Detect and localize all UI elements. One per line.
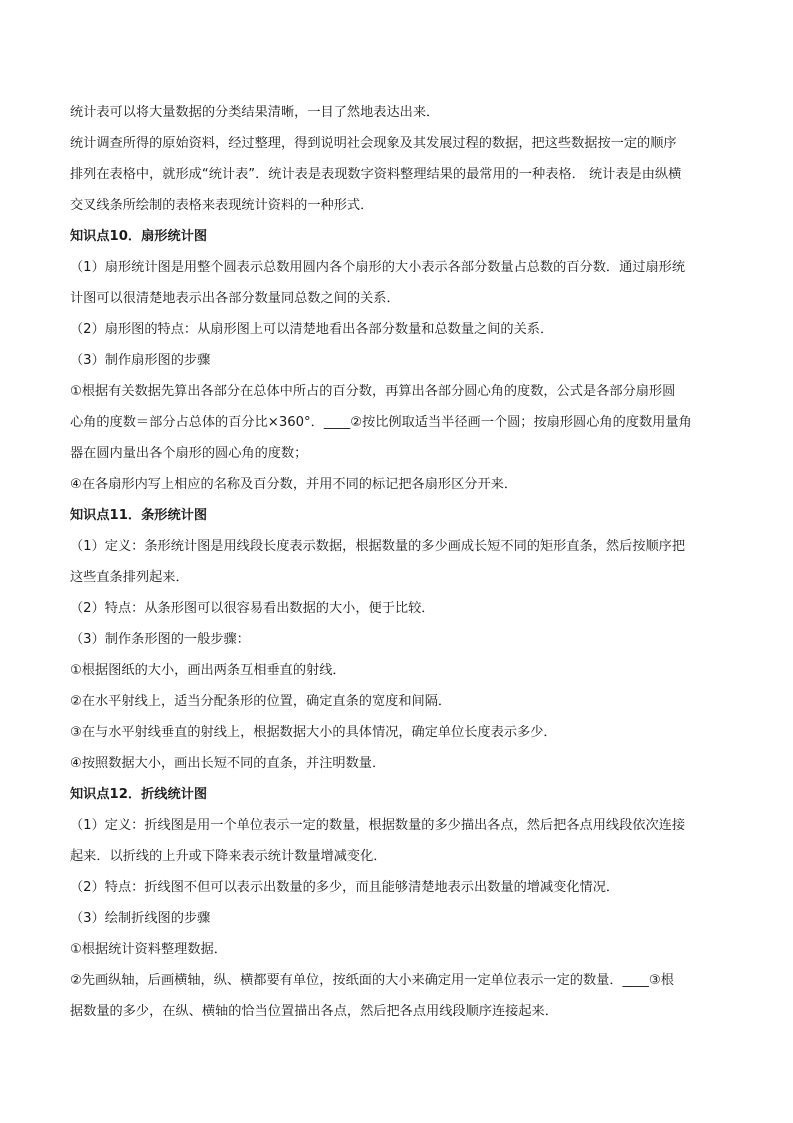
text-line: （3）绘制折线图的步骤: [70, 911, 211, 926]
text-line: （2）特点：折线图不但可以表示出数量的多少，而且能够清楚地表示出数量的增减变化情况．: [70, 880, 620, 895]
text-line: （1）定义：折线图是用一个单位表示一定的数量，根据数量的多少描出各点，然后把各点用线段依次连接: [70, 818, 686, 833]
text-line: （2）特点：从条形图可以很容易看出数据的大小，便于比较．: [70, 601, 435, 616]
text-line: ②先画纵轴，后画横轴，纵、横都要有单位，按纸面的大小来确定用一定单位表示一定的数量．____③根: [70, 973, 674, 988]
text-line-intro-1: 统计表可以将大量数据的分类结果清晰，一目了然地表达出来．: [70, 105, 440, 120]
text-line: 心角的度数＝部分占总体的百分比×360°．____②按比例取适当半径画一个圆；按扇形圆心角的度数用量角: [70, 415, 692, 430]
section-heading-line-chart: 知识点12．折线统计图: [70, 787, 208, 802]
text-line-intro-4: 交叉线条所绘制的表格来表现统计资料的一种形式．: [70, 198, 374, 213]
text-line: （2）扇形图的特点：从扇形图上可以清楚地看出各部分数量和总数量之间的关系．: [70, 322, 554, 337]
text-line: 这些直条排列起来．: [70, 570, 189, 585]
text-line: （1）扇形统计图是用整个圆表示总数用圆内各个扇形的大小表示各部分数量占总数的百分数．通过扇形统: [70, 260, 686, 275]
text-line: 计图可以很清楚地表示出各部分数量同总数之间的关系．: [70, 291, 400, 306]
text-line: ①根据统计资料整理数据．: [70, 942, 227, 957]
text-line: ①根据有关数据先算出各部分在总体中所占的百分数，再算出各部分圆心角的度数，公式是各部分扇形圆: [70, 384, 676, 399]
text-line: ①根据图纸的大小，画出两条互相垂直的射线．: [70, 663, 346, 678]
text-line: （1）定义：条形统计图是用线段长度表示数据，根据数量的多少画成长短不同的矩形直条，然后按顺序把: [70, 539, 686, 554]
section-heading-pie-chart: 知识点10．扇形统计图: [70, 229, 208, 244]
text-line-intro-2: 统计调查所得的原始资料，经过整理，得到说明社会现象及其发展过程的数据，把这些数据按一定的顺序: [70, 136, 677, 151]
text-line: （3）制作扇形图的步骤: [70, 353, 211, 368]
text-line: ③在与水平射线垂直的射线上，根据数据大小的具体情况，确定单位长度表示多少．: [70, 725, 557, 740]
text-line: 器在圆内量出各个扇形的圆心角的度数；: [70, 446, 308, 461]
text-line: 据数量的多少，在纵、横轴的恰当位置描出各点，然后把各点用线段顺序连接起来．: [70, 1004, 558, 1019]
section-heading-bar-chart: 知识点11．条形统计图: [70, 508, 208, 523]
text-line: ④按照数据大小，画出长短不同的直条，并注明数量．: [70, 756, 386, 771]
document-body: [70, 97, 725, 1027]
text-line-intro-3: 排列在表格中，就形成“统计表”．统计表是表现数字资料整理结果的最常用的一种表格． 统计表是由纵横: [70, 167, 682, 182]
text-line: 起来．以折线的上升或下降来表示统计数量增减变化．: [70, 849, 387, 864]
text-line: ④在各扇形内写上相应的名称及百分数，并用不同的标记把各扇形区分开来．: [70, 477, 518, 492]
text-line: ②在水平射线上，适当分配条形的位置，确定直条的宽度和间隔．: [70, 694, 452, 709]
text-line: （3）制作条形图的一般步骤：: [70, 632, 250, 647]
